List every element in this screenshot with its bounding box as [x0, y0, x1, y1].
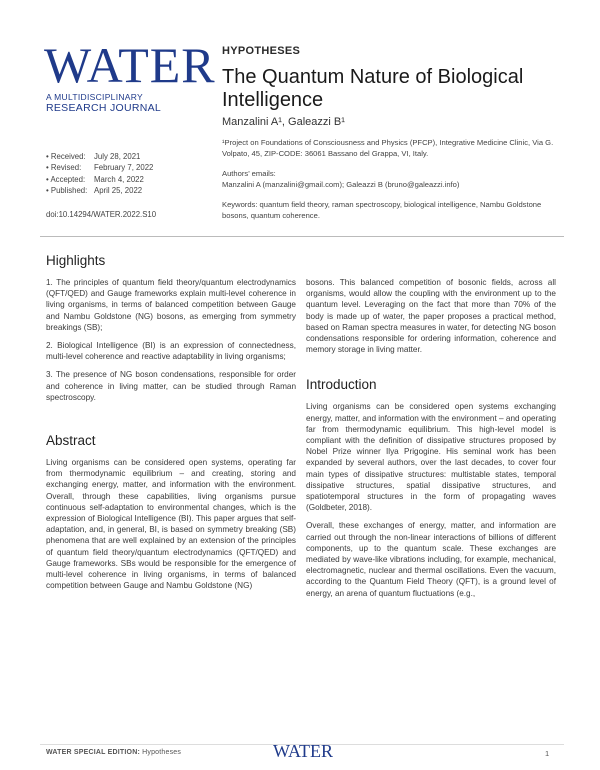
date-row-published	[46, 185, 153, 196]
date-value: April 25, 2022	[94, 185, 143, 195]
introduction-heading: Introduction	[306, 377, 377, 393]
header-divider	[40, 236, 564, 237]
abstract-continuation: bosons. This balanced competition of bosonic fields, across all organisms, would allow the coupling with the environment up to the quantum level. Leveraging on the fact that more than 70% of the body is made up of water, the paper proposes a practical method, based on Raman spectra measures in water, for detecting NG boson condensations responsible for ordering information, coherence and memory storage in living matter.	[306, 278, 556, 355]
article-title: The Quantum Nature of Biological Intelligence	[222, 66, 524, 111]
doi-link[interactable]: doi:10.14294/WATER.2022.S10	[46, 210, 157, 219]
keywords: Keywords: quantum field theory, raman spectroscopy, biological intelligence, Nambu Goldstone bosons, quantum coherence.	[222, 200, 542, 220]
date-label: • Revised:	[46, 163, 82, 173]
footer-label	[46, 749, 181, 756]
emails-list: Manzalini A (manzalini@gmail.com); Galeazzi B (bruno@galeazzi.info)	[222, 180, 460, 189]
left-column	[46, 253, 296, 598]
date-row-accepted	[46, 174, 153, 185]
abstract-text: Living organisms can be considered open systems, operating far from thermodynamic equilibrium – and creating, storing and exchanging energy, matter, and information with the environment. Overall, through these capabilities, living organisms pursue continuous self-adaptation to environmental changes, which is the expression of Biological Intelligence (BI). This paper argues that self-adaptation, and, in general, BI, is based on symmetry breaking (SB) phenomena that are well explained by an extension of the principles of quantum field theory/quantum electrodynamics (QFT/QED) and Gauge frameworks. SBs would be responsible for the emergence of multi-level coherence in living organisms, in terms of balanced competition between Gauge and Nambu Goldstone (NG)	[46, 458, 296, 591]
date-label: • Published:	[46, 185, 88, 195]
introduction-paragraph: Living organisms can be considered open systems exchanging energy, matter, and information with the environment – and operating far from thermodynamic equilibrium. This high-level model is compliant with the definition of dissipative structures proposed by Nobel Prize winner Ilya Prigogine. His seminal work has been expanded by several authors, over the last decades, to cover four main types of dissipative structures: multistable states, temporal dissipative structures, spatial dissipative structures, and spatiotemporal structures in the form of propagating waves (Goldbeter, 2018).	[306, 402, 556, 513]
highlight-item: 3. The presence of NG boson condensations, responsible for order and coherence in living matter, can be studied through Raman spectroscopy.	[46, 370, 296, 402]
journal-subtitle-2: RESEARCH JOURNAL	[46, 102, 162, 114]
footer-label-rest: Hypotheses	[139, 749, 182, 756]
page-number: 1	[545, 749, 550, 758]
journal-logo-wordmark: WATER	[44, 37, 216, 93]
journal-subtitle-1: A MULTIDISCIPLINARY	[46, 92, 144, 102]
date-label: • Accepted:	[46, 174, 86, 184]
date-value: February 7, 2022	[94, 163, 154, 173]
affiliation: ¹Project on Foundations of Consciousness and Physics (PFCP), Integrative Medicine Clinic, Via G. Volpato, 45, ZIP-CODE: 36061 Bassano del Grappa, VI, Italy.	[222, 138, 554, 158]
highlight-item: 1. The principles of quantum field theory/quantum electrodynamics (QFT/QED) and Gauge frameworks explain multi-level coherence in living organisms, in terms of balanced competition between Gauge and Nambu Goldstone (NG) bosons, as emerging from symmetry breakings (SB);	[46, 278, 296, 332]
introduction-paragraph: Overall, these exchanges of energy, matter, and information are carried out through the non-linear interactions of billions of different components, up to the quantum scale. These exchanges are mediated by wave-like vibrations including, for example, mechanical, electromagnetic, nuclear and thermal oscillations. Even the vacuum, according to the Quantum Field Theory (QFT), is a ground level of energy, an arena of quantum fluctuations (e.g.,	[306, 521, 556, 598]
highlights-heading: Highlights	[46, 253, 106, 268]
emails-label: Authors’ emails:	[222, 169, 276, 178]
date-value: July 28, 2021	[94, 152, 141, 161]
date-label: • Received:	[46, 152, 86, 161]
authors: Manzalini A¹, Galeazzi B¹	[222, 116, 345, 128]
author-emails	[222, 168, 567, 190]
footer-label-bold: WATER SPECIAL EDITION:	[46, 749, 140, 756]
date-value: March 4, 2022	[94, 174, 144, 184]
publication-dates	[46, 151, 153, 196]
highlight-item: 2. Biological Intelligence (BI) is an expression of connectedness, multi-level coherence and reactive adaptability in living organisms;	[46, 341, 296, 362]
date-row-received	[46, 151, 153, 162]
journal-logo	[44, 37, 216, 120]
date-row-revised	[46, 162, 153, 173]
abstract-heading: Abstract	[46, 433, 96, 449]
right-column	[306, 277, 556, 606]
footer-logo: WATER	[273, 741, 333, 761]
section-label: HYPOTHESES	[222, 45, 301, 57]
